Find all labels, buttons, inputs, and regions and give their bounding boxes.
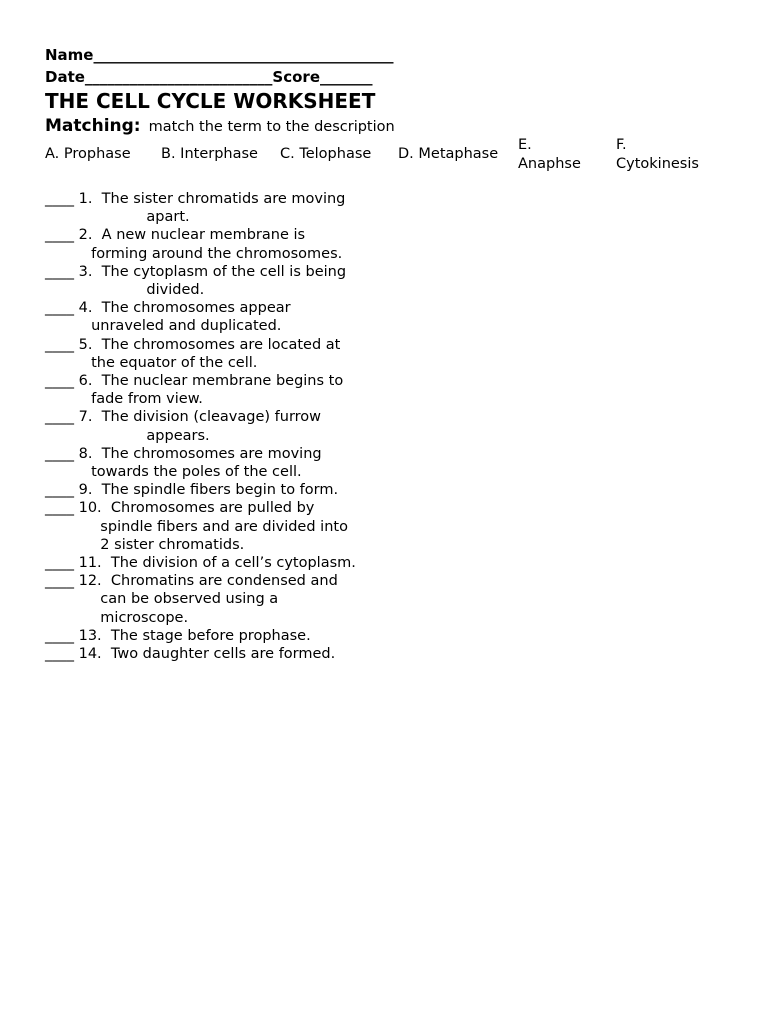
question-line: ____ 8. The chromosomes are moving [45, 445, 322, 462]
question-item [45, 645, 405, 663]
question-line: microscope. [45, 609, 189, 626]
matching-instruction-text: match the term to the description [148, 119, 395, 135]
term-d: D. Metaphase [398, 146, 499, 162]
question-item [45, 627, 405, 645]
question-item [45, 408, 405, 444]
question-list [45, 190, 405, 663]
question-item [45, 263, 405, 299]
question-line: appears. [45, 427, 210, 444]
question-line: spindle fibers and are divided into [45, 518, 348, 535]
question-line: ____ 3. The cytoplasm of the cell is being [45, 263, 347, 280]
question-line: ____ 4. The chromosomes appear [45, 300, 291, 317]
date-score-field-line: Date_________________________Score_______ [45, 68, 373, 86]
question-item [45, 554, 405, 572]
page-title: THE CELL CYCLE WORKSHEET [45, 89, 376, 113]
question-line: ____ 12. Chromatins are condensed and [45, 573, 338, 590]
question-line: ____ 9. The spindle fibers begin to form. [45, 482, 339, 499]
question-item [45, 299, 405, 335]
question-line: apart. [45, 209, 190, 226]
question-line: the equator of the cell. [45, 354, 258, 371]
question-line: divided. [45, 282, 205, 299]
term-e: E. Anaphse [518, 137, 581, 172]
question-line: can be observed using a [45, 591, 279, 608]
question-line: ____ 10. Chromosomes are pulled by [45, 500, 315, 517]
question-line: ____ 11. The division of a cell’s cytoplasm. [45, 555, 356, 572]
question-line: ____ 7. The division (cleavage) furrow [45, 409, 322, 426]
question-line: towards the poles of the cell. [45, 464, 302, 481]
question-line: ____ 5. The chromosomes are located at [45, 336, 341, 353]
matching-label: Matching: [45, 116, 141, 136]
question-item [45, 336, 405, 372]
term-b: B. Interphase [161, 146, 258, 162]
question-line: forming around the chromosomes. [45, 245, 343, 262]
term-c: C. Telophase [280, 146, 372, 162]
question-item [45, 481, 405, 499]
question-item [45, 499, 405, 554]
question-line: ____ 14. Two daughter cells are formed. [45, 646, 336, 663]
matching-instructions [45, 115, 395, 138]
question-line: fade from view. [45, 391, 203, 408]
question-item [45, 445, 405, 481]
question-item [45, 572, 405, 627]
question-line: ____ 2. A new nuclear membrane is [45, 227, 306, 244]
term-a: A. Prophase [45, 146, 131, 162]
question-line: ____ 6. The nuclear membrane begins to [45, 373, 344, 390]
term-f: F. Cytokinesis [616, 137, 699, 172]
question-line: unraveled and duplicated. [45, 318, 282, 335]
question-item [45, 226, 405, 262]
name-field-line: Name________________________________________ [45, 46, 394, 64]
question-item [45, 372, 405, 408]
question-item [45, 190, 405, 226]
question-line: ____ 1. The sister chromatids are moving [45, 191, 346, 207]
question-line: ____ 13. The stage before prophase. [45, 627, 311, 644]
question-line: 2 sister chromatids. [45, 536, 245, 553]
